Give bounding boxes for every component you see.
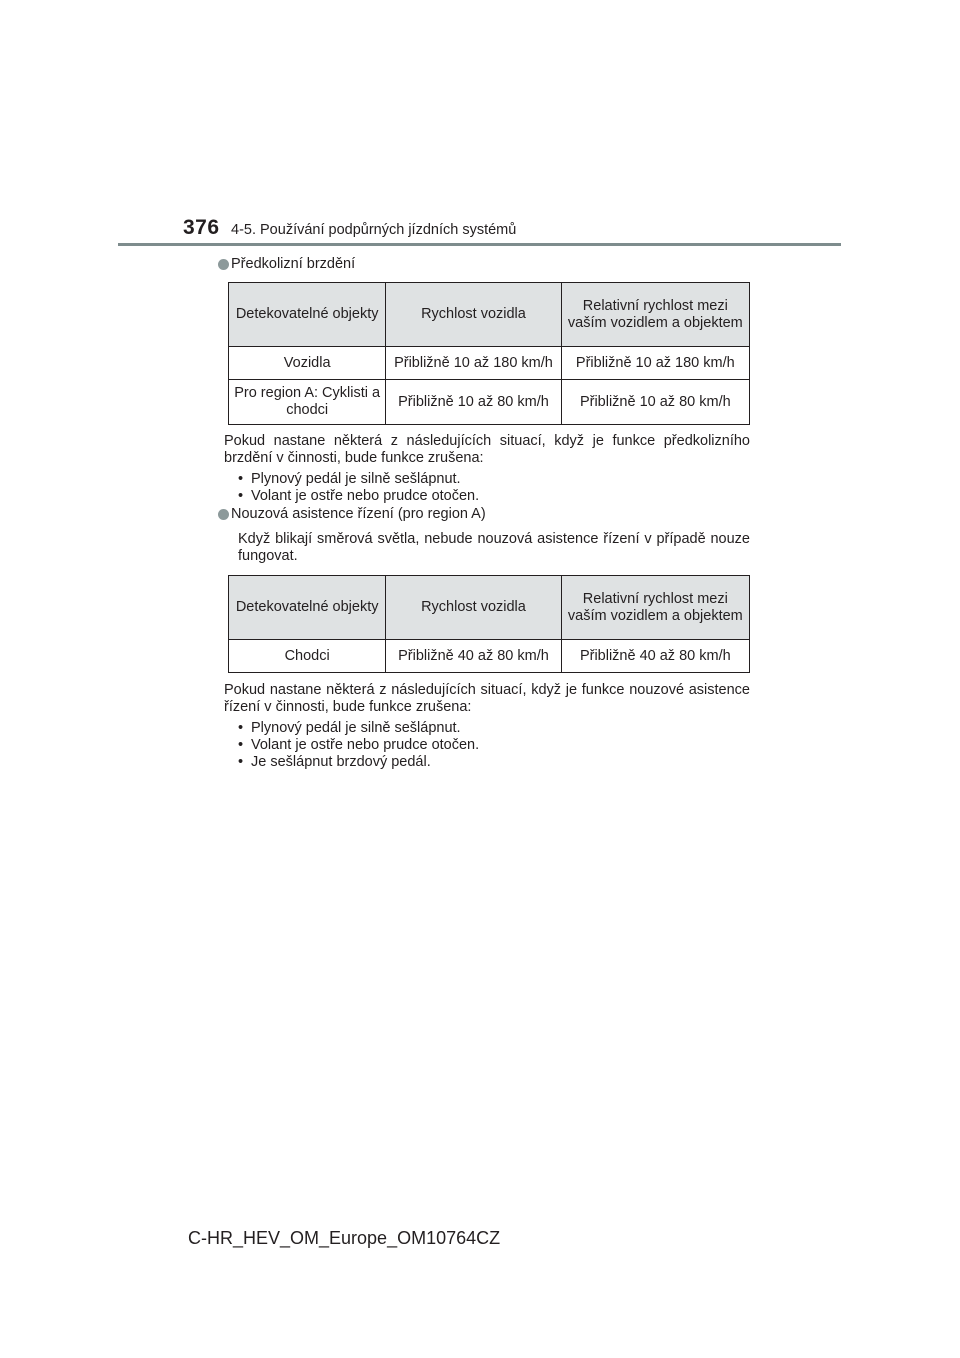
table-header-row (229, 283, 750, 347)
emergency-steering-cancel-list (218, 720, 750, 771)
precollision-heading-text: Předkolizní brzdění (231, 256, 356, 272)
precollision-cancel-note: Pokud nastane některá z následujících situací, když je funkce předkolizního brzdění v činnosti, bude funkce zrušena: (224, 433, 750, 466)
list-item: • Volant je ostře nebo prudce otočen. (238, 488, 750, 505)
table-cell: Přibližně 10 až 180 km/h (561, 347, 749, 380)
table-cell: Přibližně 40 až 80 km/h (561, 640, 749, 673)
table-cell: Pro region A: Cyklisti a chodci (229, 380, 386, 425)
table-cell: Přibližně 10 až 180 km/h (386, 347, 561, 380)
precollision-table (228, 282, 750, 425)
emergency-steering-cancel-note: Pokud nastane některá z následujících situací, když je funkce nouzové asistence řízení v činnosti, bude funkce zrušena: (224, 682, 750, 715)
table-header-cell: Rychlost vozidla (386, 576, 561, 640)
table-row (229, 347, 750, 380)
table-header-cell: Relativní rychlost mezi vaším vozidlem a objektem (561, 576, 749, 640)
table-header-cell: Relativní rychlost mezi vaším vozidlem a objektem (561, 283, 749, 347)
table-header-row (229, 576, 750, 640)
table-row (229, 380, 750, 425)
page-number: 376 (183, 216, 220, 239)
table-cell: Přibližně 10 až 80 km/h (386, 380, 561, 425)
table-header-cell: Detekovatelné objekty (229, 576, 386, 640)
list-item: • Plynový pedál je silně sešlápnut. (238, 471, 750, 488)
table-cell: Vozidla (229, 347, 386, 380)
emergency-steering-intro: Když blikají směrová světla, nebude nouzová asistence řízení v případě nouze fungovat. (238, 531, 750, 564)
table-header-cell: Detekovatelné objekty (229, 283, 386, 347)
section-title: 4-5. Používání podpůrných jízdních systémů (231, 222, 517, 238)
table-header-cell: Rychlost vozidla (386, 283, 561, 347)
bullet-dot-icon (218, 259, 229, 270)
list-item: • Volant je ostře nebo prudce otočen. (238, 737, 750, 754)
header-divider (118, 243, 841, 246)
list-item: • Je sešlápnut brzdový pedál. (238, 754, 750, 771)
precollision-cancel-list (218, 471, 750, 505)
emergency-steering-heading-text: Nouzová asistence řízení (pro region A) (231, 506, 486, 522)
table-cell: Chodci (229, 640, 386, 673)
precollision-heading (218, 256, 750, 273)
document-code: C-HR_HEV_OM_Europe_OM10764CZ (188, 1228, 501, 1248)
emergency-steering-table (228, 575, 750, 673)
table-cell: Přibližně 10 až 80 km/h (561, 380, 749, 425)
emergency-steering-heading (218, 506, 750, 523)
table-cell: Přibližně 40 až 80 km/h (386, 640, 561, 673)
table-row (229, 640, 750, 673)
list-item: • Plynový pedál je silně sešlápnut. (238, 720, 750, 737)
bullet-dot-icon (218, 509, 229, 520)
page-content (218, 256, 750, 771)
